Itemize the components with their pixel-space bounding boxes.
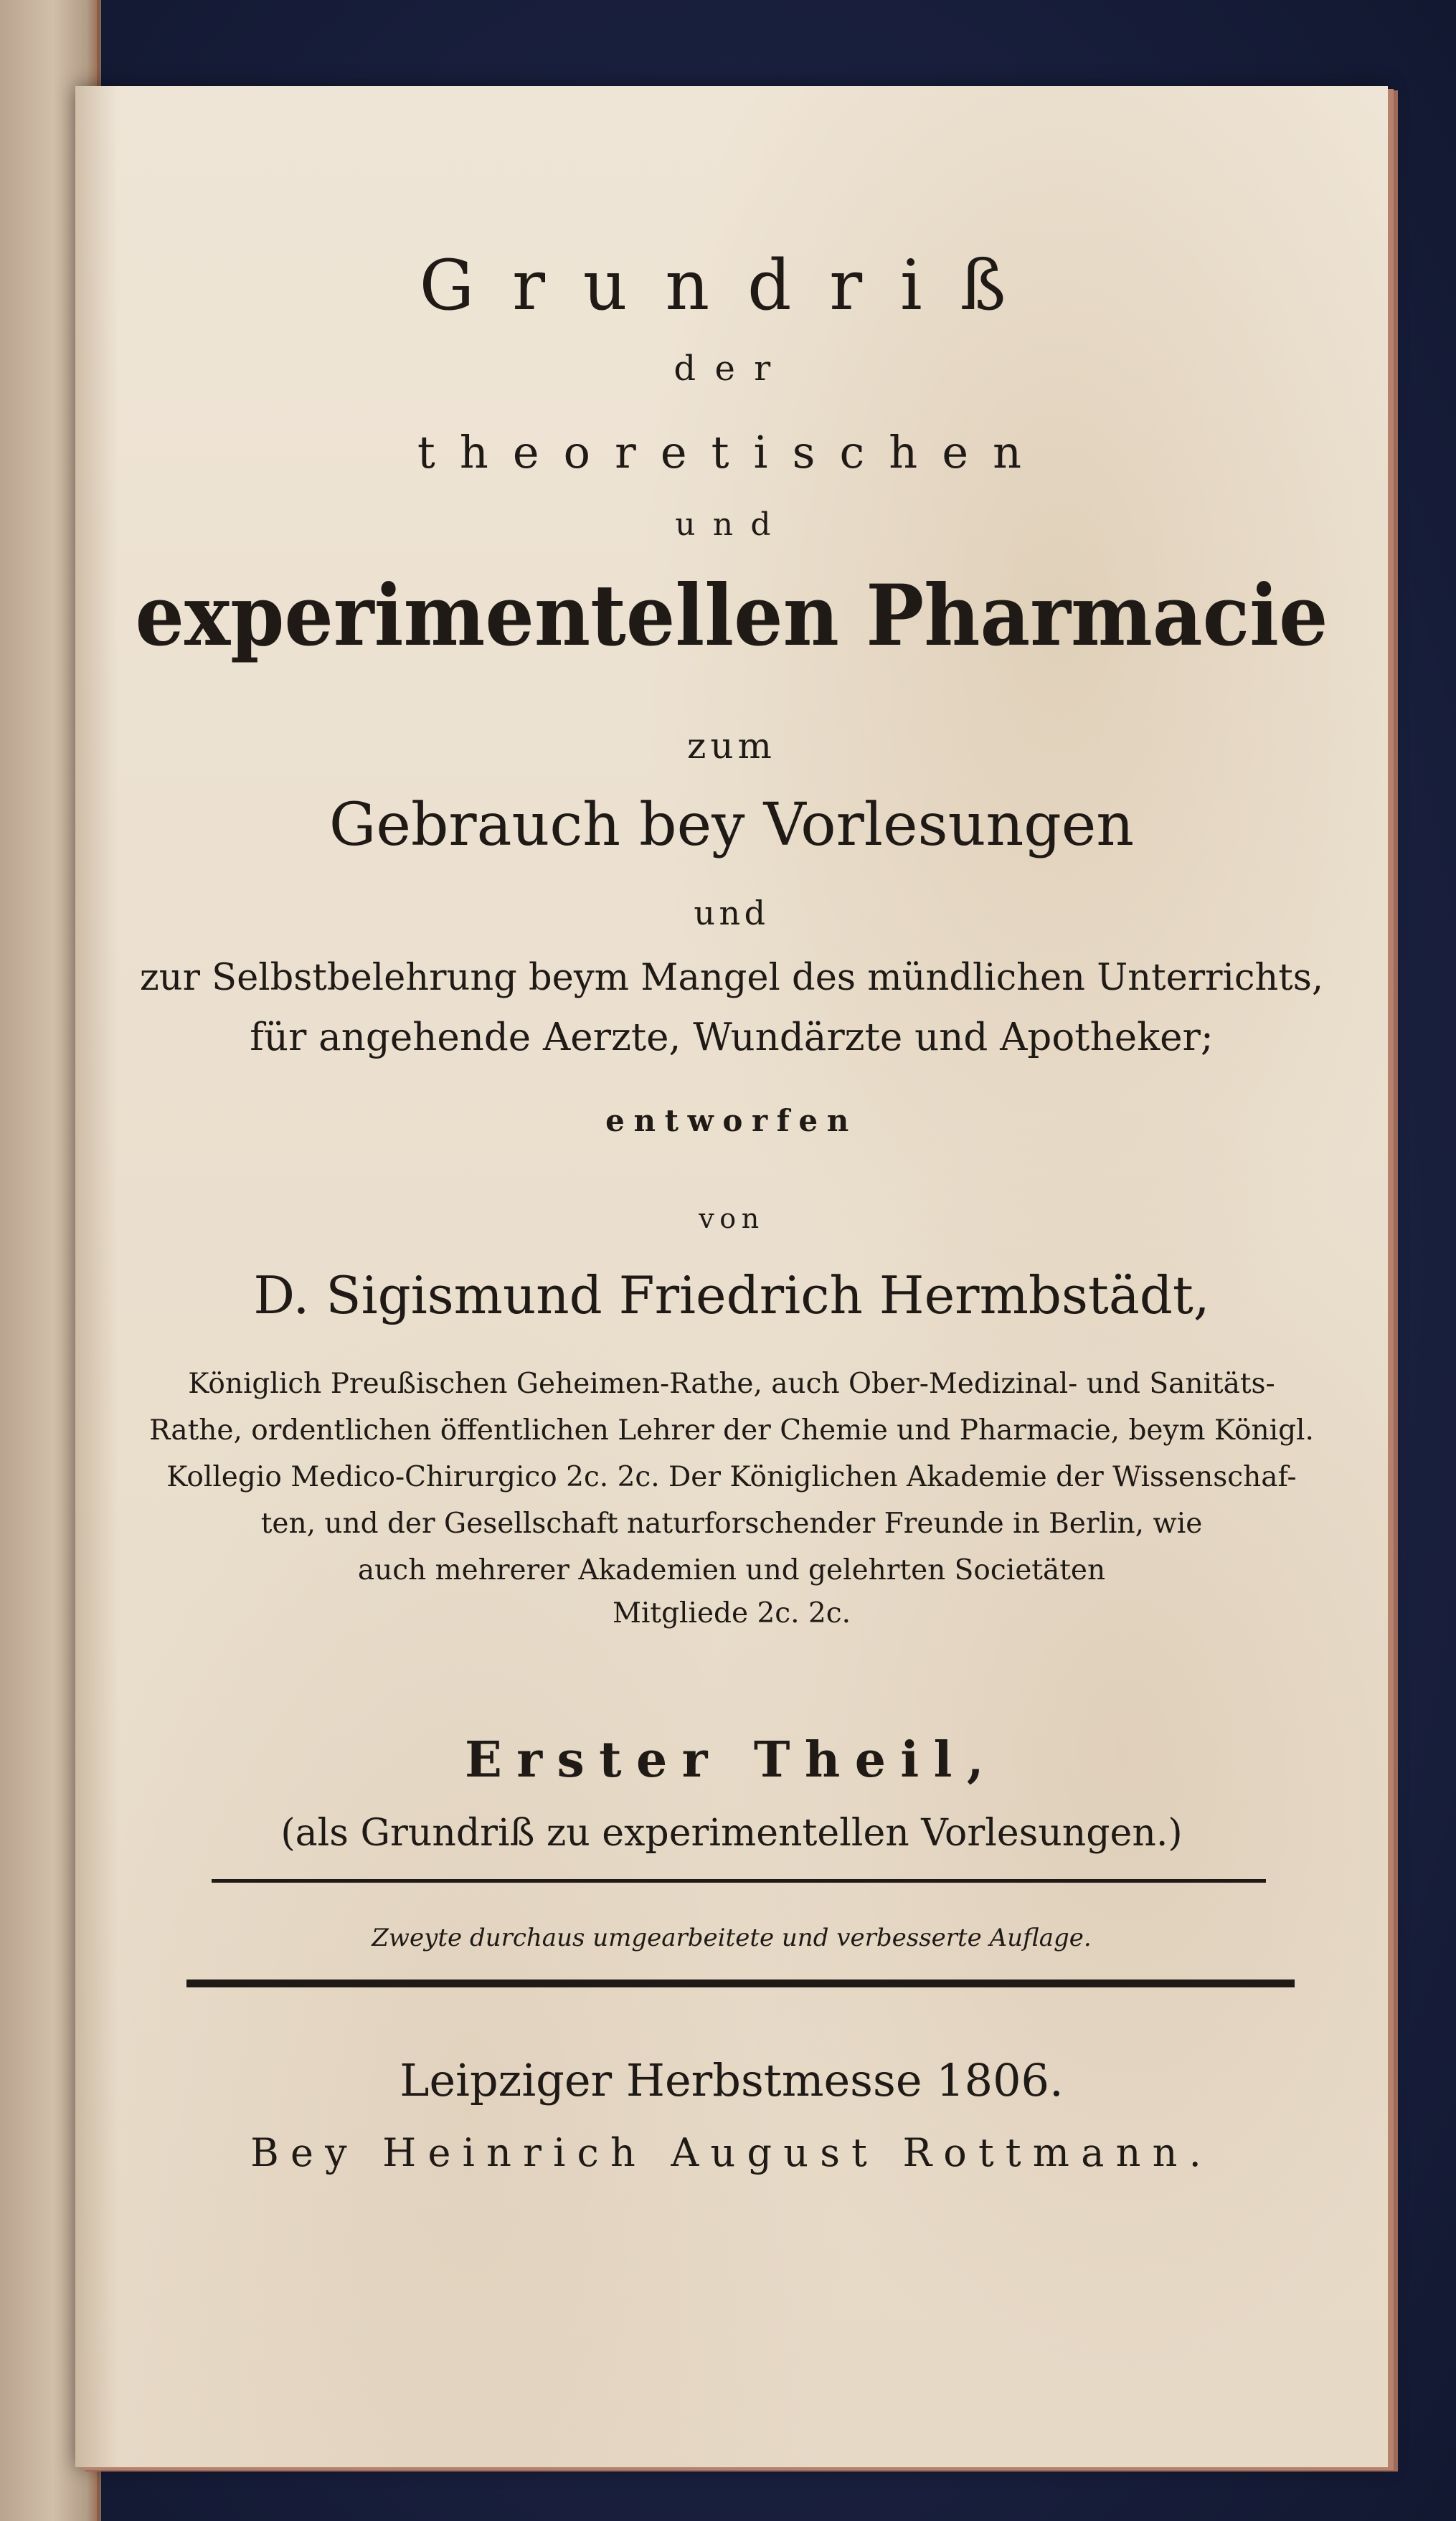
part-title: Erster Theil, bbox=[465, 1731, 998, 1789]
edition-note: Zweyte durchaus umgearbeitete und verbesserte Auflage. bbox=[372, 1924, 1092, 1952]
author-name: D. Sigismund Friedrich Hermbstädt, bbox=[253, 1265, 1210, 1325]
line-von: von bbox=[699, 1203, 765, 1234]
credentials-line-2: Rathe, ordentlichen öffentlichen Lehrer der Chemie und Pharmacie, beym Königl. bbox=[149, 1414, 1314, 1447]
line-selbstbelehrung: zur Selbstbelehrung beym Mangel des mündlichen Unterrichts, bbox=[139, 957, 1324, 999]
rule-upper bbox=[212, 1879, 1266, 1883]
credentials-line-6: Mitgliede 2c. 2c. bbox=[612, 1597, 851, 1630]
place-date: Leipziger Herbstmesse 1806. bbox=[400, 2054, 1064, 2106]
line-der: der bbox=[673, 349, 790, 389]
credentials-line-3: Kollegio Medico-Chirurgico 2c. 2c. Der Königlichen Akademie der Wissenschaf- bbox=[166, 1461, 1297, 1493]
line-entworfen: entworfen bbox=[605, 1103, 858, 1138]
credentials-line-1: Königlich Preußischen Geheimen-Rathe, auch Ober-Medizinal- und Sanitäts- bbox=[188, 1368, 1275, 1400]
line-und-1: und bbox=[675, 506, 788, 543]
credentials-line-5: auch mehrerer Akademien und gelehrten Societäten bbox=[357, 1554, 1106, 1586]
line-zum: zum bbox=[687, 725, 776, 767]
title-word-grundriss: Grundriß bbox=[419, 245, 1044, 326]
main-title: experimentellen Pharmacie bbox=[135, 566, 1328, 665]
line-und-2: und bbox=[694, 894, 770, 932]
line-gebrauch: Gebrauch bey Vorlesungen bbox=[328, 791, 1135, 859]
rule-lower bbox=[186, 1980, 1295, 1987]
line-theoretischen: theoretischen bbox=[417, 426, 1046, 478]
credentials-line-4: ten, und der Gesellschaft naturforschender Freunde in Berlin, wie bbox=[260, 1508, 1203, 1540]
title-page bbox=[75, 86, 1388, 2467]
publisher: Bey Heinrich August Rottmann. bbox=[250, 2130, 1213, 2175]
line-angehende: für angehende Aerzte, Wundärzte und Apotheker; bbox=[250, 1016, 1214, 1059]
part-note: (als Grundriß zu experimentellen Vorlesungen.) bbox=[280, 1812, 1183, 1855]
